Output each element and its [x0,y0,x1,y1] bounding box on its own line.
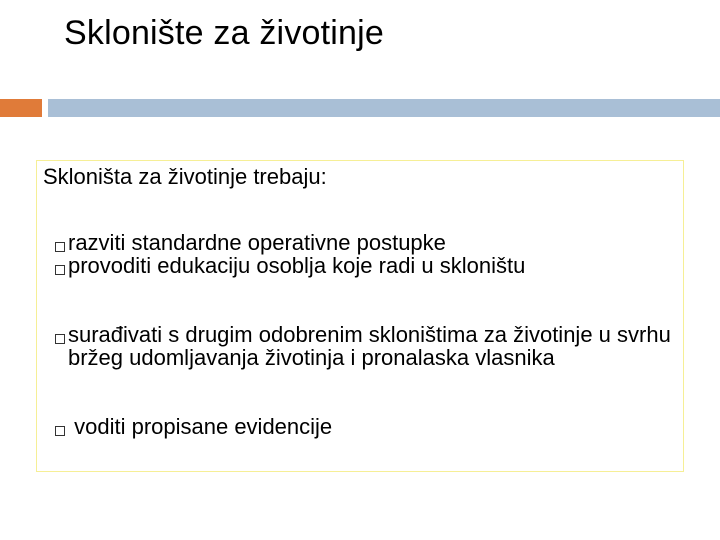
hollow-square-bullet-icon [55,426,65,436]
hollow-square-bullet-icon [55,334,65,344]
slide-title: Sklonište za životinje [64,14,384,52]
bullet-text: razviti standardne operativne postupke [68,230,446,255]
hollow-square-bullet-icon [55,265,65,275]
bullet-text: provoditi edukaciju osoblja koje radi u skloništu [68,253,526,278]
intro-text: Skloništa za životinje trebaju: [43,164,327,189]
bullet-text: surađivati s drugim odobrenim skloništima za životinje u svrhu bržeg udomljavanja životinja i pronalaska vlasnika [68,322,671,370]
bullet-text: voditi propisane evidencije [68,414,333,439]
hollow-square-bullet-icon [55,242,65,252]
